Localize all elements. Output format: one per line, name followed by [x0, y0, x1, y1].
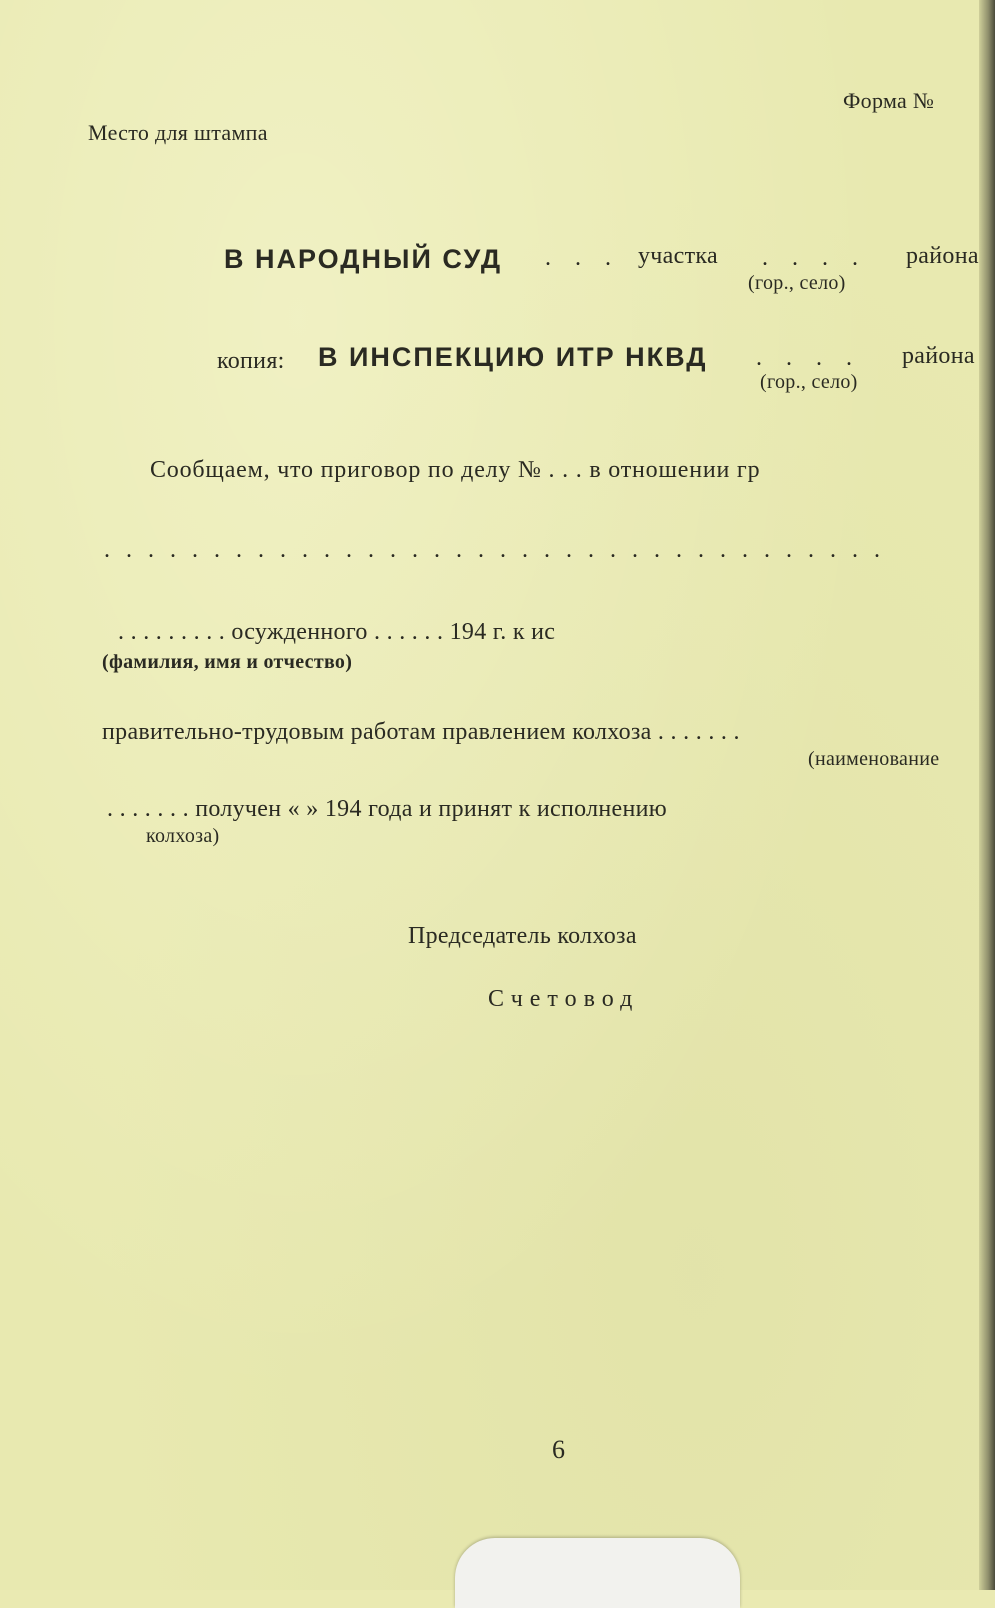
- body-line-3-note: (фамилия, имя и отчество): [102, 651, 353, 673]
- court-dots-2: . . . .: [762, 245, 867, 271]
- court-district-note: (гор., село): [748, 272, 846, 294]
- copy-district-label: района: [902, 343, 975, 369]
- copy-district-note: (гор., село): [760, 371, 858, 393]
- accountant-signature-label: Счетовод: [488, 986, 640, 1012]
- paper-clip-tab: [455, 1538, 740, 1608]
- body-line-4-note: (наименование: [808, 748, 940, 770]
- body-line-5-note: колхоза): [146, 825, 220, 847]
- body-line-5: . . . . . . . получен « » 194 года и принят к исполнению: [107, 796, 667, 822]
- form-number-label: Форма №: [843, 88, 935, 113]
- page-binding-edge: [979, 0, 995, 1590]
- body-line-4: правительно-трудовым работам правлением колхоза . . . . . . .: [102, 719, 740, 745]
- chairman-signature-label: Председатель колхоза: [408, 923, 637, 949]
- page-number: 6: [552, 1435, 566, 1464]
- court-dots-1: . . .: [545, 245, 620, 271]
- court-district-label: района: [906, 243, 979, 269]
- body-line-3: . . . . . . . . . осужденного . . . . . . 194 г. к ис: [118, 619, 556, 645]
- body-line-2-dots: . . . . . . . . . . . . . . . . . . . . . . . . . . . . . . . . . . . .: [104, 537, 885, 563]
- copy-dots: . . . .: [756, 345, 861, 371]
- body-line-1: Сообщаем, что приговор по делу № . . . в отношении гр: [150, 457, 761, 483]
- copy-title: В ИНСПЕКЦИЮ ИТР НКВД: [318, 342, 708, 372]
- court-section-label: участка: [638, 243, 718, 269]
- stamp-place-label: Место для штампа: [88, 120, 268, 145]
- copy-prefix: копия:: [217, 348, 285, 374]
- court-title: В НАРОДНЫЙ СУД: [224, 244, 503, 274]
